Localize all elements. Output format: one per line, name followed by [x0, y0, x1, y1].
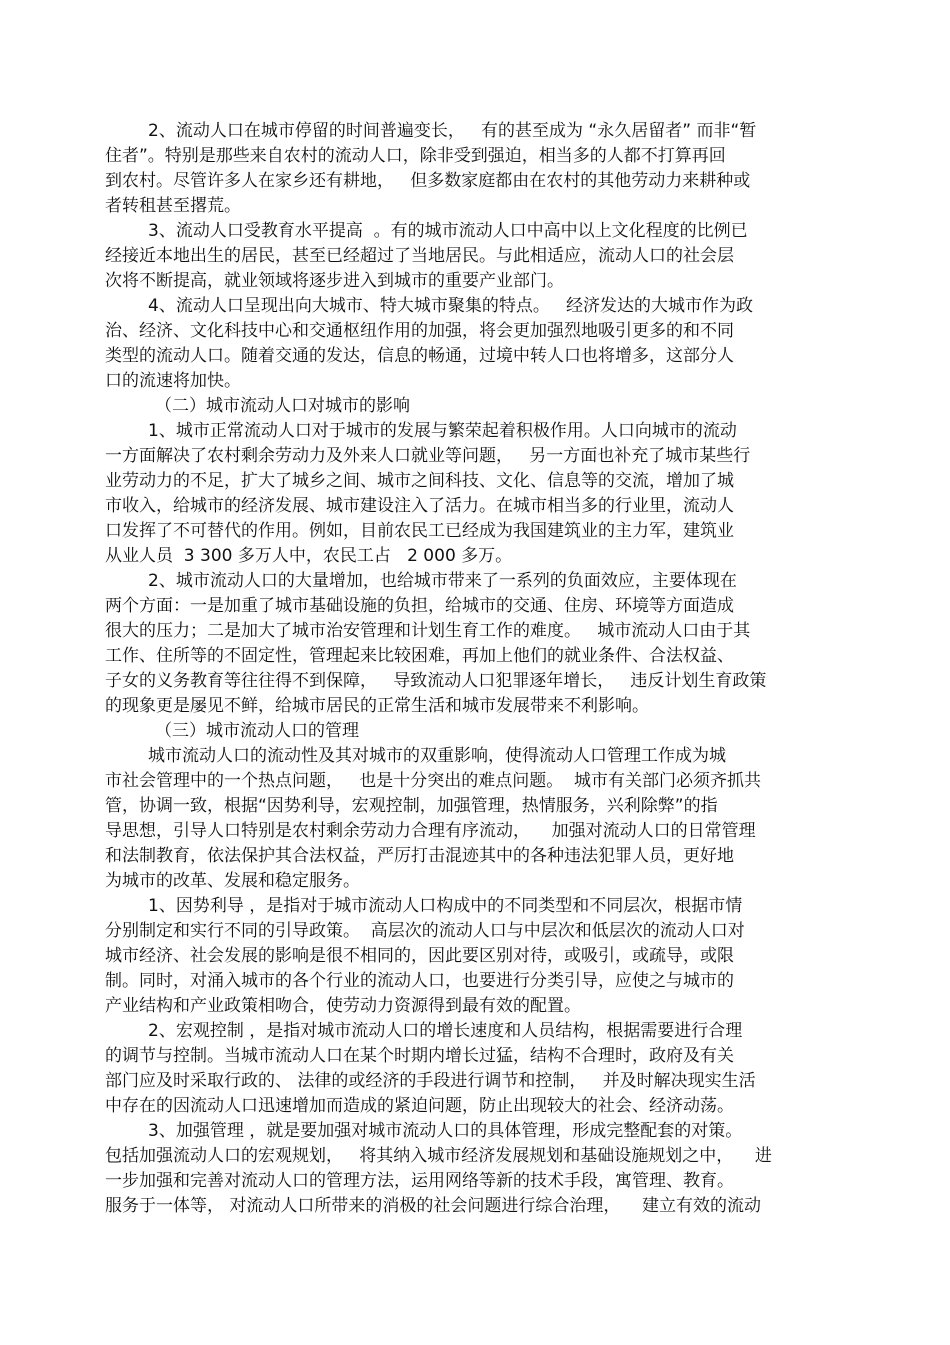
- text-line: 服务于一体等， 对流动人口所带来的消极的社会问题进行综合治理， 建立有效的流动: [105, 1196, 762, 1216]
- text-line: 口发挥了不可替代的作用。例如，目前农民工已经成为我国建筑业的主力军，建筑业: [105, 521, 734, 541]
- text-line: 口的流速将加快。: [105, 371, 241, 391]
- text-line: 部门应及时采取行政的、 法律的或经济的手段进行调节和控制， 并及时解决现实生活: [105, 1071, 756, 1091]
- text-line: 市社会管理中的一个热点问题， 也是十分突出的难点问题。 城市有关部门必须齐抓共: [105, 771, 762, 791]
- text-line: 到农村。尽管许多人在家乡还有耕地， 但多数家庭都由在农村的其他劳动力来耕种或: [105, 171, 751, 191]
- text-line: 3、加强管理 ，就是要加强对城市流动人口的具体管理，形成完整配套的对策。: [148, 1121, 743, 1141]
- text-line: 经接近本地出生的居民，甚至已经超过了当地居民。与此相适应，流动人口的社会层: [105, 246, 734, 266]
- text-line: 一步加强和完善对流动人口的管理方法，运用网络等新的技术手段，寓管理、教育。: [105, 1171, 734, 1191]
- text-line: 4、流动人口呈现出向大城市、特大城市聚集的特点。 经济发达的大城市作为政: [148, 296, 754, 316]
- text-line: 子女的义务教育等往往得不到保障， 导致流动人口犯罪逐年增长， 违反计划生育政策: [105, 671, 767, 691]
- text-line: 分别制定和实行不同的引导政策。 高层次的流动人口与中层次和低层次的流动人口对: [105, 921, 745, 941]
- text-line: 者转租甚至撂荒。: [105, 196, 241, 216]
- text-line: 从业人员 3 300 多万人中，农民工占 2 000 多万。: [105, 546, 513, 566]
- text-line: 很大的压力；二是加大了城市治安管理和计划生育工作的难度。 城市流动人口由于其: [105, 621, 751, 641]
- text-line: 治、经济、文化科技中心和交通枢纽作用的加强，将会更加强烈地吸引更多的和不同: [105, 321, 734, 341]
- text-line: 包括加强流动人口的宏观规划， 将其纳入城市经济发展规划和基础设施规划之中， 进: [105, 1146, 772, 1166]
- text-line: 产业结构和产业政策相吻合，使劳动力资源得到最有效的配置。: [105, 996, 581, 1016]
- text-line: 市收入，给城市的经济发展、城市建设注入了活力。在城市相当多的行业里，流动人: [105, 496, 734, 516]
- text-line: 为城市的改革、发展和稳定服务。: [105, 871, 360, 891]
- text-line: 类型的流动人口。随着交通的发达，信息的畅通，过境中转人口也将增多，这部分人: [105, 346, 734, 366]
- text-line: 2、流动人口在城市停留的时间普遍变长， 有的甚至成为 “永久居留者” 而非“暂: [148, 121, 757, 141]
- text-line: 的现象更是屡见不鲜，给城市居民的正常生活和城市发展带来不利影响。: [105, 696, 649, 716]
- text-line: 和法制教育，依法保护其合法权益，严厉打击混迹其中的各种违法犯罪人员，更好地: [105, 846, 734, 866]
- text-line: 城市经济、社会发展的影响是很不相同的，因此要区别对待，或吸引，或疏导，或限: [105, 946, 734, 966]
- text-line: 2、宏观控制 ，是指对城市流动人口的增长速度和人员结构，根据需要进行合理: [148, 1021, 743, 1041]
- text-line: 中存在的因流动人口迅速增加而造成的紧迫问题，防止出现较大的社会、经济动荡。: [105, 1096, 734, 1116]
- text-line: 业劳动力的不足，扩大了城乡之间、城市之间科技、文化、信息等的交流，增加了城: [105, 471, 734, 491]
- text-line: 工作、住所等的不固定性，管理起来比较困难，再加上他们的就业条件、合法权益、: [105, 646, 734, 666]
- text-line: 次将不断提高，就业领域将逐步进入到城市的重要产业部门。: [105, 271, 564, 291]
- text-line: 管，协调一致，根据“因势利导，宏观控制，加强管理，热情服务，兴利除弊”的指: [105, 796, 718, 816]
- section-heading: （二）城市流动人口对城市的影响: [155, 396, 410, 416]
- text-line: 导思想，引导人口特别是农村剩余劳动力合理有序流动， 加强对流动人口的日常管理: [105, 821, 756, 841]
- section-heading: （三）城市流动人口的管理: [155, 721, 359, 741]
- text-line: 2、城市流动人口的大量增加，也给城市带来了一系列的负面效应，主要体现在: [148, 571, 737, 591]
- text-line: 城市流动人口的流动性及其对城市的双重影响，使得流动人口管理工作成为城: [148, 746, 726, 766]
- text-line: 制。同时，对涌入城市的各个行业的流动人口，也要进行分类引导，应使之与城市的: [105, 971, 734, 991]
- text-line: 1、城市正常流动人口对于城市的发展与繁荣起着积极作用。人口向城市的流动: [148, 421, 737, 441]
- text-line: 两个方面：一是加重了城市基础设施的负担，给城市的交通、住房、环境等方面造成: [105, 596, 734, 616]
- text-line: 住者”。特别是那些来自农村的流动人口，除非受到强迫，相当多的人都不打算再回: [105, 146, 726, 166]
- text-line: 3、流动人口受教育水平提高 。有的城市流动人口中高中以上文化程度的比例已: [148, 221, 748, 241]
- text-line: 的调节与控制。当城市流动人口在某个时期内增长过猛，结构不合理时，政府及有关: [105, 1046, 734, 1066]
- text-line: 1、因势利导 ，是指对于城市流动人口构成中的不同类型和不同层次，根据市情: [148, 896, 743, 916]
- text-line: 一方面解决了农村剩余劳动力及外来人口就业等问题， 另一方面也补充了城市某些行: [105, 446, 751, 466]
